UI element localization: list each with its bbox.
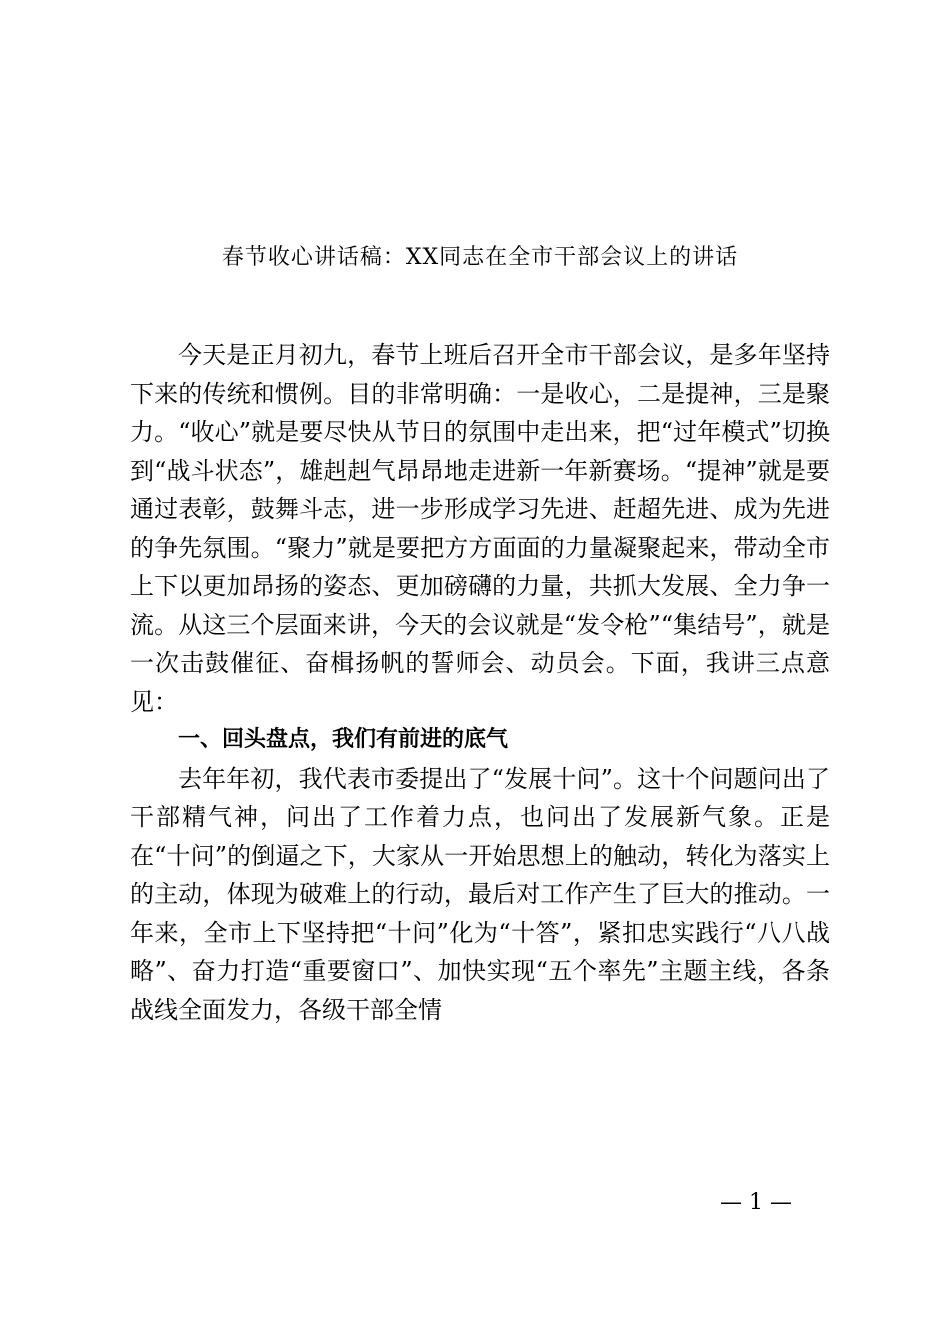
paragraph-intro: 今天是正月初九，春节上班后召开全市干部会议，是多年坚持下来的传统和惯例。目的非常明确：一是收心，二是提神，三是聚力。“收心”就是要尽快从节日的氛围中走出来，把“过年模式”切换到“战斗状态”，雄赳赳气昂昂地走进新一年新赛场。“提神”就是要通过表彰，鼓舞斗志，进一步形成学习先进、赶超先进、成为先进的争先氛围。“聚力”就是要把方方面面的力量凝聚起来，带动全市上下以更加昂扬的姿态、更加磅礴的力量，共抓大发展、全力争一流。从这三个层面来讲，今天的会议就是“发令枪”“集结号”，就是一次击鼓催征、奋楫扬帆的誓师会、动员会。下面，我讲三点意见： bbox=[130, 341, 830, 716]
paragraph-section-1: 去年年初，我代表市委提出了“发展十问”。这十个问题问出了干部精气神，问出了工作着力点，也问出了发展新气象。正是在“十问”的倒逼之下，大家从一开始思想上的触动，转化为落实上的主动，体现为破难上的行动，最后对工作产生了巨大的推动。一年来，全市上下坚持把“十问”化为“十答”，紧扣忠实践行“八八战略”、奋力打造“重要窗口”、加快实现“五个率先”主题主线，各条战线全面发力，各级干部全情 bbox=[130, 764, 830, 1024]
section-heading-1: 一、回头盘点，我们有前进的底气 bbox=[178, 727, 509, 752]
document-body bbox=[130, 336, 830, 1029]
document-title: 春节收心讲话稿：XX同志在全市干部会议上的讲话 bbox=[221, 245, 739, 270]
page-number: — 1 — bbox=[720, 1190, 792, 1215]
